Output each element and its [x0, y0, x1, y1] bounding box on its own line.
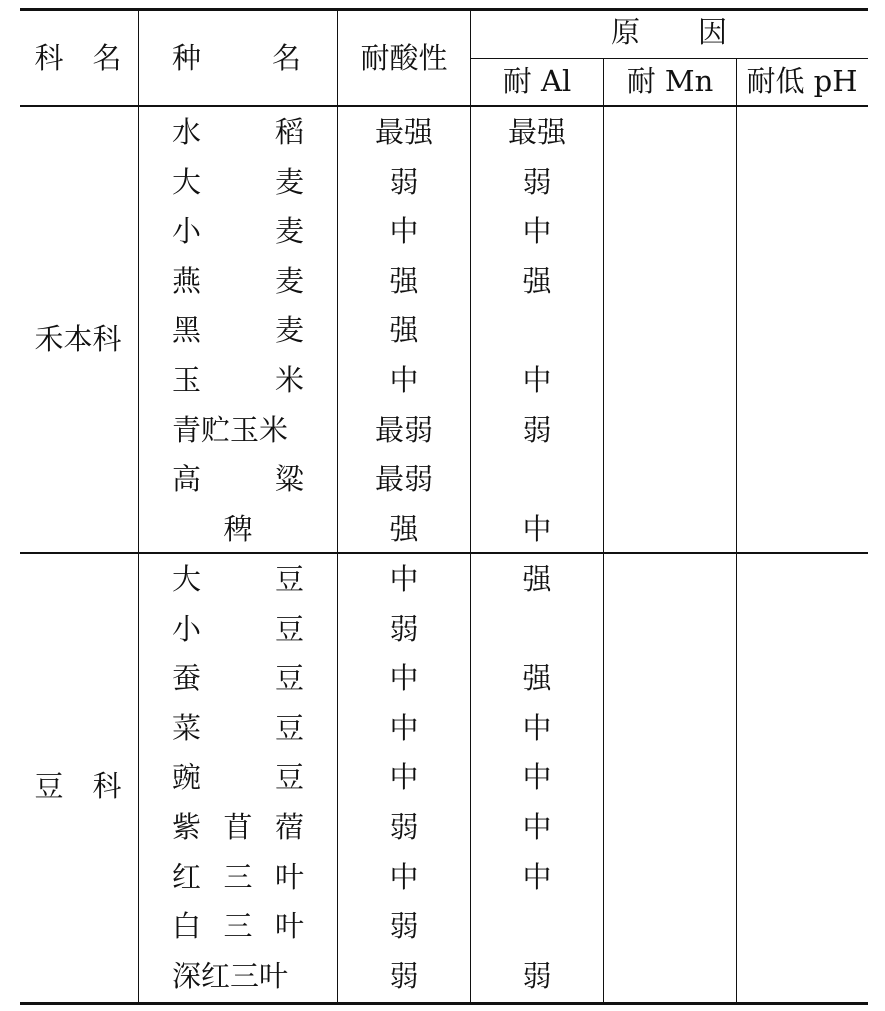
col-divider-al — [603, 58, 604, 1003]
col-divider-family — [138, 10, 139, 1003]
header-species-char-1: 种 — [172, 41, 202, 75]
species-char: 叶 — [275, 860, 305, 894]
species-char: 大 — [172, 562, 202, 596]
species-char: 豆 — [275, 612, 305, 646]
acid-tolerance-cell: 强 — [389, 512, 419, 546]
header-family: 科 名 — [34, 41, 122, 75]
family-name: 豆 科 — [34, 769, 122, 804]
species-char: 麦 — [275, 214, 305, 248]
species-char: 蚕 — [172, 661, 202, 695]
species-char: 小 — [172, 612, 202, 646]
species-char: 红 — [172, 860, 202, 894]
family-name: 禾本科 — [34, 322, 122, 357]
acid-tolerance-cell: 弱 — [389, 165, 419, 199]
cause-sub-rule — [470, 58, 868, 59]
acid-tolerance-cell: 最弱 — [374, 462, 434, 496]
al-tolerance-cell: 最强 — [507, 115, 567, 149]
acid-tolerance-cell: 中 — [389, 760, 419, 794]
species-char: 燕 — [172, 264, 202, 298]
al-tolerance-cell: 中 — [522, 760, 552, 794]
al-tolerance-cell: 中 — [522, 512, 552, 546]
acid-tolerance-cell: 弱 — [389, 612, 419, 646]
species-char: 麦 — [275, 165, 305, 199]
acid-tolerance-cell: 弱 — [389, 810, 419, 844]
al-tolerance-cell: 弱 — [522, 413, 552, 447]
species-char: 豆 — [275, 760, 305, 794]
col-divider-species — [337, 10, 338, 1003]
species-name: 青贮玉米 — [172, 413, 289, 447]
al-tolerance-cell: 弱 — [522, 959, 552, 993]
species-char: 小 — [172, 214, 202, 248]
col-divider-mn — [736, 58, 737, 1003]
species-char: 麦 — [275, 264, 305, 298]
header-al: 耐 Al — [502, 64, 572, 98]
header-rule — [20, 105, 868, 107]
species-char: 苜 — [223, 810, 253, 844]
acid-tolerance-cell: 中 — [389, 562, 419, 596]
species-char: 水 — [172, 115, 202, 149]
species-char: 三 — [223, 860, 253, 894]
header-mn: 耐 Mn — [626, 64, 714, 98]
header-species-char-2: 名 — [272, 41, 302, 75]
al-tolerance-cell: 弱 — [522, 165, 552, 199]
bottom-rule — [20, 1002, 868, 1005]
al-tolerance-cell: 中 — [522, 860, 552, 894]
acid-tolerance-cell: 弱 — [389, 909, 419, 943]
al-tolerance-cell: 强 — [522, 264, 552, 298]
acid-tolerance-cell: 弱 — [389, 959, 419, 993]
species-char: 稻 — [275, 115, 305, 149]
al-tolerance-cell: 强 — [522, 562, 552, 596]
species-char: 豆 — [275, 711, 305, 745]
species-char: 三 — [223, 909, 253, 943]
group-divider-rule — [20, 552, 868, 554]
acid-tolerance-cell: 强 — [389, 313, 419, 347]
species-name: 稗 — [223, 512, 253, 546]
acid-tolerance-cell: 最弱 — [374, 413, 434, 447]
acid-tolerance-cell: 中 — [389, 711, 419, 745]
header-acid-tolerance: 耐酸性 — [360, 41, 448, 75]
species-char: 麦 — [275, 313, 305, 347]
species-char: 豆 — [275, 562, 305, 596]
al-tolerance-cell: 中 — [522, 810, 552, 844]
species-char: 豌 — [172, 760, 202, 794]
header-cause: 原 因 — [610, 15, 728, 49]
top-rule — [20, 8, 868, 11]
species-char: 紫 — [172, 810, 202, 844]
al-tolerance-cell: 中 — [522, 363, 552, 397]
species-char: 高 — [172, 462, 202, 496]
acid-tolerance-cell: 中 — [389, 214, 419, 248]
species-char: 白 — [172, 909, 202, 943]
species-char: 粱 — [275, 462, 305, 496]
species-char: 大 — [172, 165, 202, 199]
col-divider-acid — [470, 10, 471, 1003]
al-tolerance-cell: 中 — [522, 711, 552, 745]
species-char: 玉 — [172, 363, 202, 397]
acid-tolerance-cell: 中 — [389, 860, 419, 894]
al-tolerance-cell: 强 — [522, 661, 552, 695]
species-char: 豆 — [275, 661, 305, 695]
header-low-ph: 耐低 pH — [746, 64, 858, 98]
acid-tolerance-cell: 强 — [389, 264, 419, 298]
species-char: 叶 — [275, 909, 305, 943]
species-char: 蓿 — [275, 810, 305, 844]
species-char: 菜 — [172, 711, 202, 745]
acid-tolerance-cell: 最强 — [374, 115, 434, 149]
al-tolerance-cell: 中 — [522, 214, 552, 248]
species-name: 深红三叶 — [172, 959, 289, 993]
acid-tolerance-cell: 中 — [389, 661, 419, 695]
species-char: 米 — [275, 363, 305, 397]
species-char: 黑 — [172, 313, 202, 347]
acid-tolerance-cell: 中 — [389, 363, 419, 397]
